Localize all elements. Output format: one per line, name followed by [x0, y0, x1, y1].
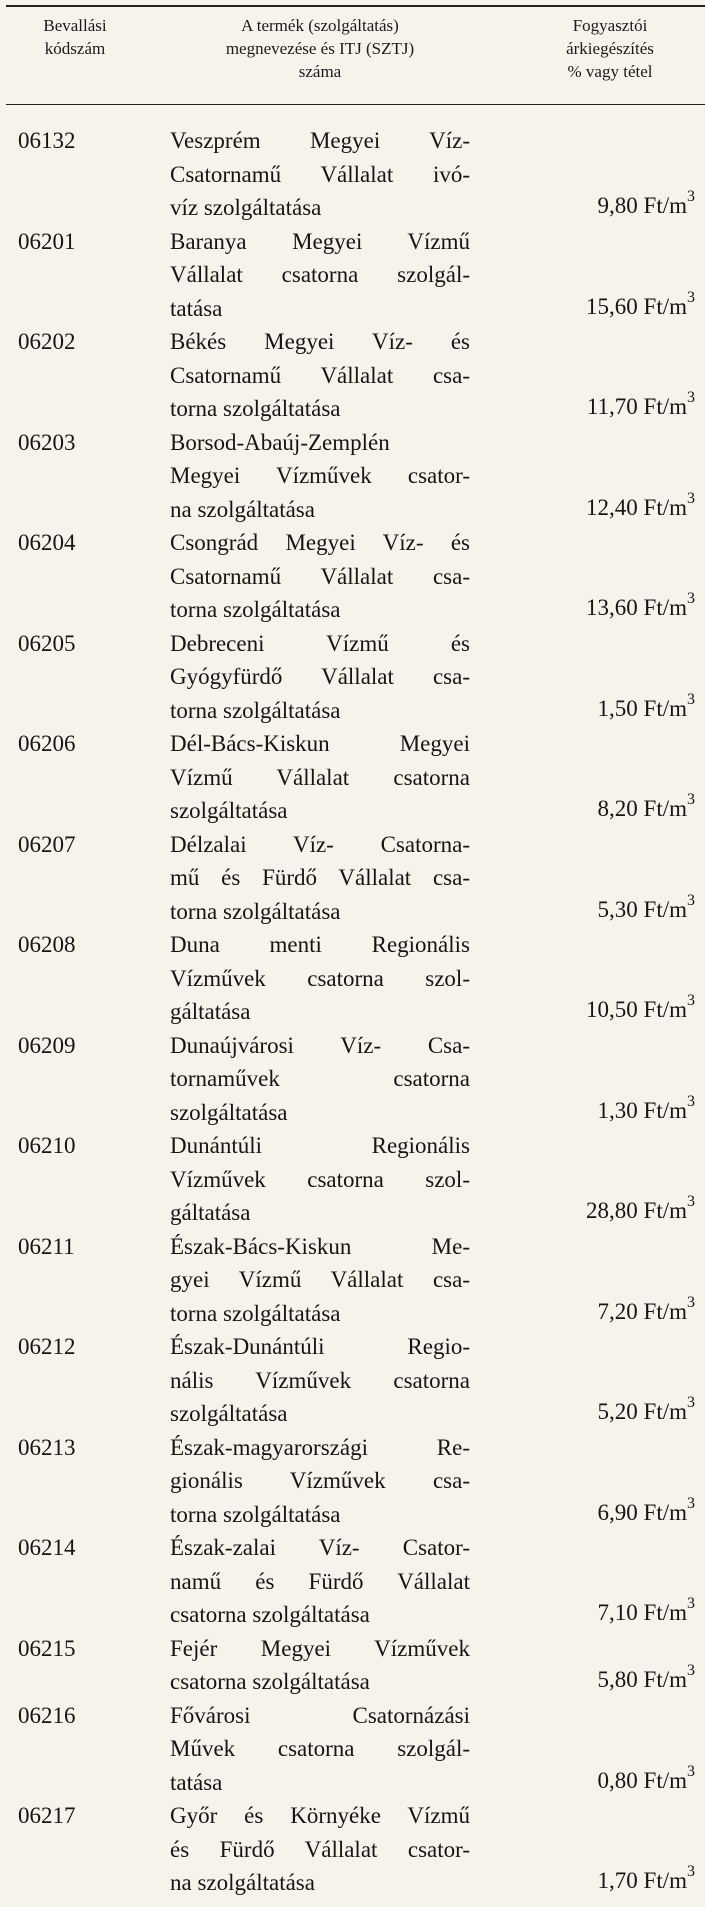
row-value-unit-exponent: 3: [687, 1662, 695, 1680]
row-name-line: Duna menti Regionális: [170, 932, 470, 957]
row-name-line: Borsod-Abaúj-Zemplén: [170, 429, 390, 455]
table-row: [0, 828, 705, 929]
row-value-unit-exponent: 3: [687, 690, 695, 708]
row-name-line: torna szolgáltatása: [170, 697, 341, 723]
row-value-number: 7,20: [597, 1298, 638, 1324]
row-name: [170, 426, 470, 527]
row-value: [586, 491, 695, 525]
table-row: [0, 526, 705, 627]
table-row: [0, 1799, 705, 1900]
row-code: 06203: [18, 429, 76, 455]
row-value: [586, 993, 695, 1027]
row-code: 06201: [18, 228, 76, 254]
row-name: [170, 828, 470, 929]
row-value-unit: Ft/m: [643, 796, 687, 821]
row-name-line: Dunántúli Regionális: [170, 1133, 470, 1158]
row-name-line: mű és Fürdő Vállalat csa-: [170, 865, 470, 890]
row-name: [170, 526, 470, 627]
row-value-unit-exponent: 3: [687, 288, 695, 306]
row-code: 06207: [18, 831, 76, 857]
row-name: [170, 1699, 470, 1800]
row-name-line: nális Vízművek csatorna: [170, 1367, 470, 1393]
row-value-number: 5,80: [597, 1667, 638, 1692]
row-name-line: szolgáltatása: [170, 1099, 288, 1125]
table-row: [0, 1632, 705, 1699]
row-name-line: Fejér Megyei Vízművek: [170, 1635, 470, 1661]
row-value: [598, 1864, 695, 1898]
row-name-line: csatorna szolgáltatása: [170, 1602, 370, 1627]
row-value: [598, 1496, 695, 1530]
row-value-number: 5,30: [597, 896, 638, 922]
table-row: [0, 1129, 705, 1230]
row-name-line: csatorna szolgáltatása: [170, 1669, 370, 1694]
row-name-line: Győr és Környéke Vízmű: [170, 1803, 470, 1828]
row-value-unit: Ft/m: [643, 997, 687, 1022]
table-row: [0, 1230, 705, 1331]
row-name-line: Csatornamű Vállalat csa-: [170, 563, 470, 589]
row-name-line: Debreceni Vízmű és: [170, 630, 470, 656]
row-value-number: 9,80: [597, 193, 638, 218]
row-value-number: 13,60: [586, 595, 638, 620]
row-value: [598, 1295, 695, 1329]
row-name-line: Észak-magyarországi Re-: [170, 1434, 470, 1460]
row-value-number: 0,80: [597, 1767, 638, 1793]
row-name-line: gáltatása: [170, 1200, 251, 1225]
row-value-unit: Ft/m: [643, 1499, 687, 1525]
row-value-unit: Ft/m: [643, 1298, 687, 1324]
row-value: [598, 692, 695, 726]
row-name-line: Észak-Dunántúli Regio-: [170, 1334, 470, 1359]
row-code: 06206: [18, 731, 76, 756]
table-body: [0, 124, 705, 1900]
header-code: [0, 14, 150, 60]
table-row: [0, 1699, 705, 1800]
row-value-unit: Ft/m: [643, 1767, 687, 1793]
row-name-line: Békés Megyei Víz- és: [170, 329, 470, 354]
row-value: [598, 792, 695, 826]
row-code: 06208: [18, 932, 76, 957]
row-value-unit-exponent: 3: [687, 1394, 695, 1412]
row-name: [170, 1531, 470, 1632]
row-name-line: tornaművek csatorna: [170, 1066, 470, 1091]
row-name: [170, 627, 470, 728]
row-name: [170, 1431, 470, 1532]
row-value-number: 1,70: [597, 1868, 638, 1893]
row-value: [598, 1094, 695, 1128]
row-name-line: Fővárosi Csatornázási: [170, 1702, 470, 1728]
row-name-line: és Fürdő Vállalat csator-: [170, 1836, 470, 1862]
row-value-unit: Ft/m: [643, 1097, 687, 1123]
row-value: [598, 893, 695, 927]
row-name-line: szolgáltatása: [170, 1401, 288, 1426]
row-code: 06211: [18, 1233, 75, 1259]
row-name-line: gáltatása: [170, 999, 251, 1024]
row-value-unit-exponent: 3: [687, 791, 695, 809]
header-divider-rule: [6, 104, 705, 105]
table-row: [0, 1431, 705, 1532]
header-value: [515, 14, 705, 83]
row-name: [170, 325, 470, 426]
row-value: [586, 290, 695, 324]
row-value: [598, 1596, 695, 1630]
row-value-unit-exponent: 3: [687, 1863, 695, 1881]
row-value-number: 1,50: [597, 695, 638, 721]
row-value-number: 8,20: [597, 796, 638, 821]
row-name-line: gyei Vízmű Vállalat csa-: [170, 1267, 470, 1292]
row-code: 06205: [18, 630, 76, 656]
row-value-number: 10,50: [586, 997, 638, 1022]
row-value: [587, 390, 695, 424]
row-value-unit: Ft/m: [643, 1868, 687, 1893]
row-value-unit-exponent: 3: [687, 389, 695, 407]
row-name: [170, 1129, 470, 1230]
row-name: [170, 1799, 470, 1900]
row-name-line: torna szolgáltatása: [170, 396, 341, 421]
row-value-number: 1,30: [597, 1097, 638, 1123]
row-value-unit: Ft/m: [643, 1600, 687, 1625]
row-value-unit-exponent: 3: [687, 1494, 695, 1512]
row-name-line: gionális Vízművek csa-: [170, 1468, 470, 1493]
header-name-line: száma: [298, 62, 342, 81]
row-value-number: 11,70: [586, 394, 638, 419]
row-name-line: namű és Fürdő Vállalat: [170, 1568, 470, 1594]
table-row: [0, 627, 705, 728]
row-value: [586, 1194, 695, 1228]
row-value-number: 15,60: [586, 293, 638, 319]
row-value-unit: Ft/m: [643, 1198, 687, 1223]
header-code-line: Bevallási: [43, 16, 107, 35]
row-value: [598, 1663, 695, 1697]
row-value: [598, 1764, 695, 1798]
row-name-line: Veszprém Megyei Víz-: [170, 128, 470, 153]
row-value-unit-exponent: 3: [687, 891, 695, 909]
row-value-unit-exponent: 3: [687, 1092, 695, 1110]
row-name-line: szolgáltatása: [170, 798, 288, 823]
row-name-line: torna szolgáltatása: [170, 597, 341, 622]
row-name-line: Vállalat csatorna szolgál-: [170, 262, 470, 287]
row-name-line: Vízművek csatorna szol-: [170, 965, 470, 991]
row-name-line: torna szolgáltatása: [170, 898, 341, 924]
row-name-line: Észak-zalai Víz- Csator-: [170, 1535, 470, 1560]
row-value-number: 6,90: [597, 1499, 638, 1525]
row-code: 06210: [18, 1133, 76, 1158]
row-value-unit-exponent: 3: [687, 992, 695, 1010]
row-code: 06204: [18, 530, 76, 555]
row-name-line: na szolgáltatása: [170, 496, 315, 522]
table-row: [0, 1531, 705, 1632]
row-name-line: víz szolgáltatása: [170, 195, 322, 220]
row-name-line: Baranya Megyei Vízmű: [170, 228, 470, 254]
row-name-line: Dél-Bács-Kiskun Megyei: [170, 731, 470, 756]
row-value-unit-exponent: 3: [687, 1293, 695, 1311]
row-value-unit: Ft/m: [643, 1399, 687, 1424]
row-name: [170, 225, 470, 326]
row-name: [170, 1330, 470, 1431]
row-name-line: Vízmű Vállalat csatorna: [170, 764, 470, 790]
table-row: [0, 727, 705, 828]
row-value-number: 28,80: [586, 1198, 638, 1223]
row-code: 06132: [18, 128, 76, 153]
row-name-line: torna szolgáltatása: [170, 1501, 341, 1527]
row-value-unit-exponent: 3: [687, 1193, 695, 1211]
row-value-unit: Ft/m: [643, 193, 687, 218]
row-value-unit-exponent: 3: [687, 1762, 695, 1780]
header-name: [150, 14, 490, 83]
row-value-number: 12,40: [586, 494, 638, 520]
row-value-unit: Ft/m: [643, 1667, 687, 1692]
header-name-line: megnevezése és ITJ (SZTJ): [225, 39, 415, 58]
header-value-line: Fogyasztói: [572, 16, 648, 35]
row-name-line: torna szolgáltatása: [170, 1300, 341, 1326]
row-name-line: Észak-Bács-Kiskun Me-: [170, 1233, 470, 1259]
row-name-line: Délzalai Víz- Csatorna-: [170, 831, 470, 857]
row-value: [598, 189, 695, 223]
row-name-line: Gyógyfürdő Vállalat csa-: [170, 664, 470, 689]
header-code-line: kódszám: [44, 39, 106, 58]
row-value-unit: Ft/m: [643, 293, 687, 319]
row-value: [586, 591, 695, 625]
table-row: [0, 1029, 705, 1130]
row-value-unit-exponent: 3: [687, 1595, 695, 1613]
row-name-line: Megyei Vízművek csator-: [170, 463, 470, 488]
row-code: 06209: [18, 1032, 76, 1058]
row-value: [598, 1395, 695, 1429]
row-name-line: Dunaújvárosi Víz- Csa-: [170, 1032, 470, 1058]
row-name: [170, 727, 470, 828]
row-value-unit: Ft/m: [643, 595, 687, 620]
header-name-line: A termék (szolgáltatás): [241, 16, 399, 35]
table-row: [0, 426, 705, 527]
row-name: [170, 1029, 470, 1130]
header-value-line: árkiegészítés: [566, 39, 654, 58]
row-value-unit: Ft/m: [643, 896, 687, 922]
row-value-unit-exponent: 3: [687, 188, 695, 206]
row-name-line: Művek csatorna szolgál-: [170, 1736, 470, 1761]
table-row: [0, 1330, 705, 1431]
row-name-line: tatása: [170, 1769, 223, 1795]
row-value-number: 7,10: [597, 1600, 638, 1625]
row-code: 06216: [18, 1702, 76, 1728]
row-value-unit-exponent: 3: [687, 489, 695, 507]
row-code: 06217: [18, 1803, 76, 1828]
row-value-unit: Ft/m: [643, 695, 687, 721]
table-row: [0, 124, 705, 225]
row-name-line: tatása: [170, 295, 223, 321]
row-name-line: Csongrád Megyei Víz- és: [170, 530, 470, 555]
row-value-unit-exponent: 3: [687, 590, 695, 608]
row-value-unit: Ft/m: [643, 494, 687, 520]
row-name-line: Csatornamű Vállalat ivó-: [170, 161, 470, 187]
header-value-line: % vagy tétel: [567, 62, 653, 81]
row-code: 06215: [18, 1635, 76, 1661]
row-code: 06214: [18, 1535, 76, 1560]
row-name: [170, 124, 470, 225]
row-name: [170, 928, 470, 1029]
row-value-unit: Ft/m: [643, 394, 687, 419]
row-name: [170, 1230, 470, 1331]
row-code: 06202: [18, 329, 76, 354]
row-name-line: na szolgáltatása: [170, 1870, 315, 1895]
table-top-rule: [6, 5, 705, 7]
row-name-line: Vízművek csatorna szol-: [170, 1166, 470, 1192]
row-code: 06212: [18, 1334, 76, 1359]
row-name: [170, 1632, 470, 1699]
row-code: 06213: [18, 1434, 76, 1460]
row-value-number: 5,20: [597, 1399, 638, 1424]
table-row: [0, 225, 705, 326]
row-name-line: Csatornamű Vállalat csa-: [170, 362, 470, 388]
table-row: [0, 928, 705, 1029]
table-row: [0, 325, 705, 426]
